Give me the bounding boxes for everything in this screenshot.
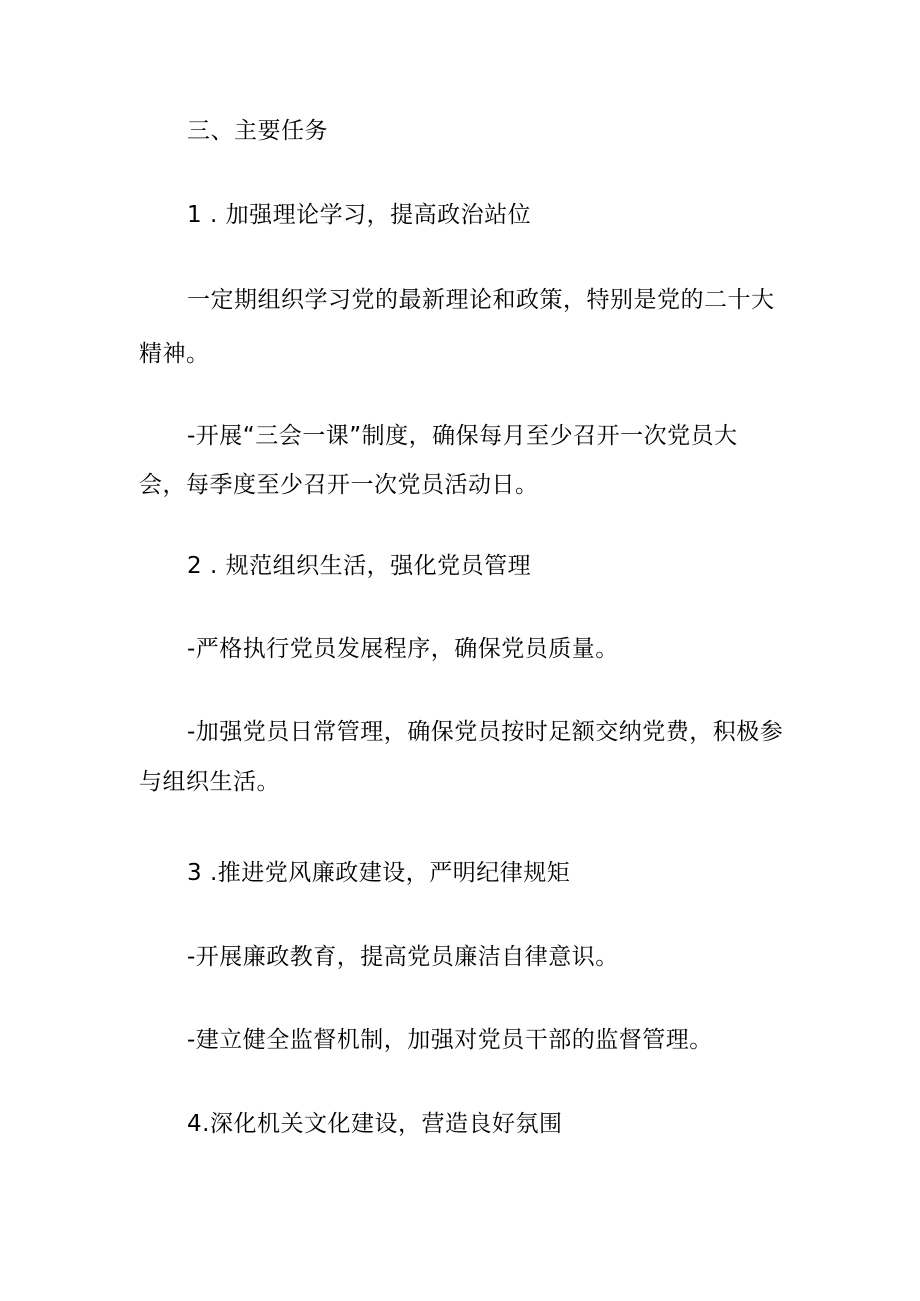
item-1-bullet-1-line-1: 一定期组织学习党的最新理论和政策，特别是党的二十大 — [187, 287, 775, 313]
section-heading: 三、主要任务 — [187, 118, 328, 144]
item-3-bullet-1: -开展廉政教育，提高党员廉洁自律意识。 — [187, 944, 619, 970]
item-2-bullet-1: -严格执行党员发展程序，确保党员质量。 — [187, 636, 619, 662]
item-2-bullet-2-line-1: -加强党员日常管理，确保党员按时足额交纳党费，积极参 — [187, 719, 784, 745]
item-2-bullet-2-line-2: 与组织生活。 — [139, 769, 280, 795]
item-1-bullet-1-line-2: 精神。 — [139, 341, 210, 367]
item-1-bullet-2-line-2: 会，每季度至少召开一次党员活动日。 — [139, 472, 539, 498]
item-1-heading: 1 . 加强理论学习，提高政治站位 — [187, 202, 532, 228]
item-3-heading: 3 .推进党风廉政建设，严明纪律规矩 — [187, 860, 571, 886]
item-4-heading: 4.深化机关文化建设，营造良好氛围 — [187, 1111, 563, 1137]
item-1-bullet-2-line-1: -开展“三会一课”制度，确保每月至少召开一次党员大 — [187, 423, 738, 449]
item-3-bullet-2: -建立健全监督机制，加强对党员干部的监督管理。 — [187, 1027, 713, 1053]
item-2-heading: 2 . 规范组织生活，强化党员管理 — [187, 553, 532, 579]
